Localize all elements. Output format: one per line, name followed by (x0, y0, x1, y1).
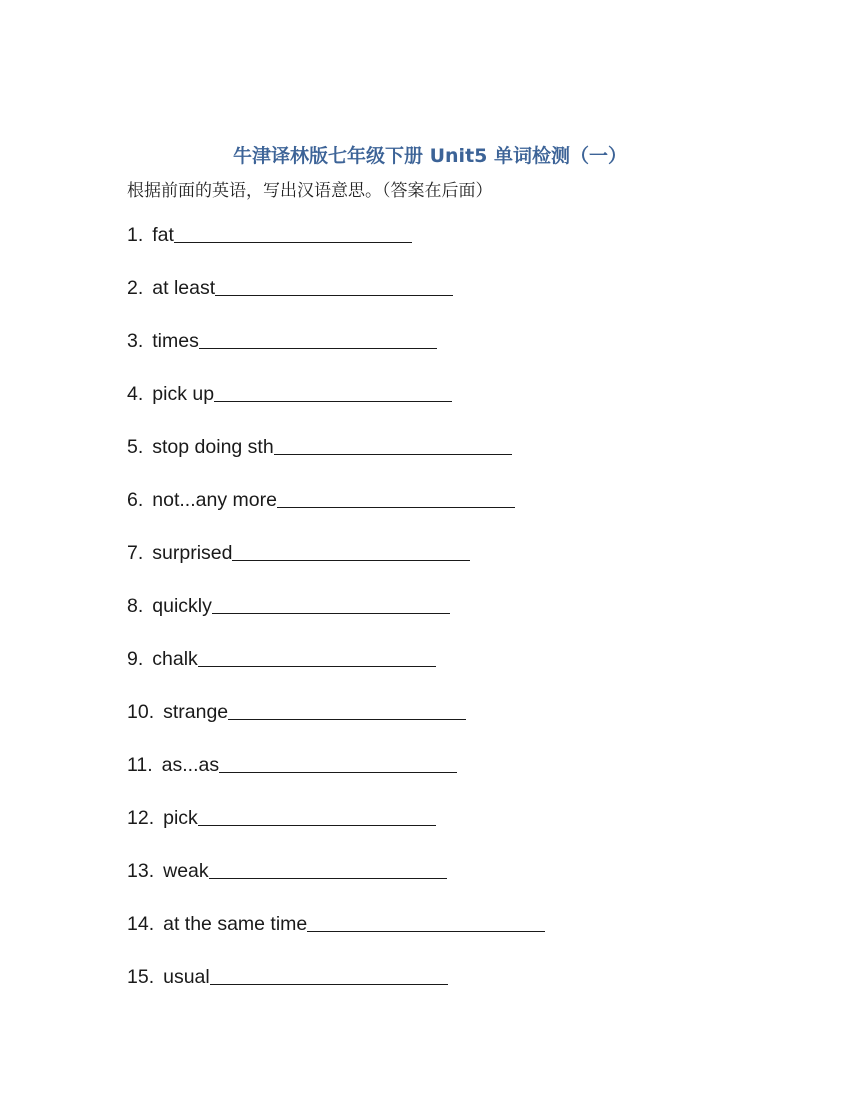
item-number: 6. (127, 489, 144, 511)
list-item (127, 540, 545, 593)
item-term: fat (152, 224, 174, 246)
item-number: 9. (127, 648, 144, 670)
list-item (127, 911, 545, 964)
list-item (127, 328, 545, 381)
answer-blank[interactable] (198, 646, 436, 667)
answer-blank[interactable] (277, 487, 515, 508)
item-term: stop doing sth (152, 436, 274, 458)
item-number: 2. (127, 277, 144, 299)
item-number: 8. (127, 595, 144, 617)
list-item (127, 593, 545, 646)
item-term: strange (163, 701, 229, 723)
item-term: quickly (152, 595, 212, 617)
answer-blank[interactable] (274, 434, 512, 455)
item-number: 1. (127, 224, 144, 246)
answer-blank[interactable] (215, 275, 453, 296)
item-term: as...as (161, 754, 220, 776)
list-item (127, 646, 545, 699)
item-term: surprised (152, 542, 233, 564)
list-item (127, 699, 545, 752)
item-term: not...any more (152, 489, 277, 511)
answer-blank[interactable] (199, 328, 437, 349)
item-number: 3. (127, 330, 144, 352)
item-number: 15. (127, 966, 155, 988)
answer-blank[interactable] (219, 752, 457, 773)
item-number: 4. (127, 383, 144, 405)
answer-blank[interactable] (210, 964, 448, 985)
item-term: chalk (152, 648, 198, 670)
item-number: 5. (127, 436, 144, 458)
list-item (127, 222, 545, 275)
item-number: 12. (127, 807, 155, 829)
list-item (127, 275, 545, 328)
item-term: pick (163, 807, 198, 829)
list-item (127, 752, 545, 805)
answer-blank[interactable] (228, 699, 466, 720)
item-term: at the same time (163, 913, 308, 935)
list-item (127, 805, 545, 858)
answer-blank[interactable] (232, 540, 470, 561)
list-item (127, 434, 545, 487)
answer-blank[interactable] (209, 858, 447, 879)
list-item (127, 858, 545, 911)
vocabulary-list (127, 222, 545, 1017)
page-title: 牛津译林版七年级下册 Unit5 单词检测（一） (232, 145, 627, 167)
item-term: pick up (152, 383, 215, 405)
item-number: 13. (127, 860, 155, 882)
item-term: at least (152, 277, 216, 299)
item-term: weak (163, 860, 209, 882)
answer-blank[interactable] (214, 381, 452, 402)
answer-blank[interactable] (212, 593, 450, 614)
answer-blank[interactable] (174, 222, 412, 243)
list-item (127, 964, 545, 1017)
item-number: 7. (127, 542, 144, 564)
item-term: times (152, 330, 199, 352)
item-number: 11. (127, 754, 153, 776)
instruction-text: 根据前面的英语，写出汉语意思。（答案在后面） (127, 181, 493, 201)
item-number: 14. (127, 913, 155, 935)
answer-blank[interactable] (307, 911, 545, 932)
item-number: 10. (127, 701, 155, 723)
list-item (127, 381, 545, 434)
answer-blank[interactable] (198, 805, 436, 826)
item-term: usual (163, 966, 210, 988)
list-item (127, 487, 545, 540)
